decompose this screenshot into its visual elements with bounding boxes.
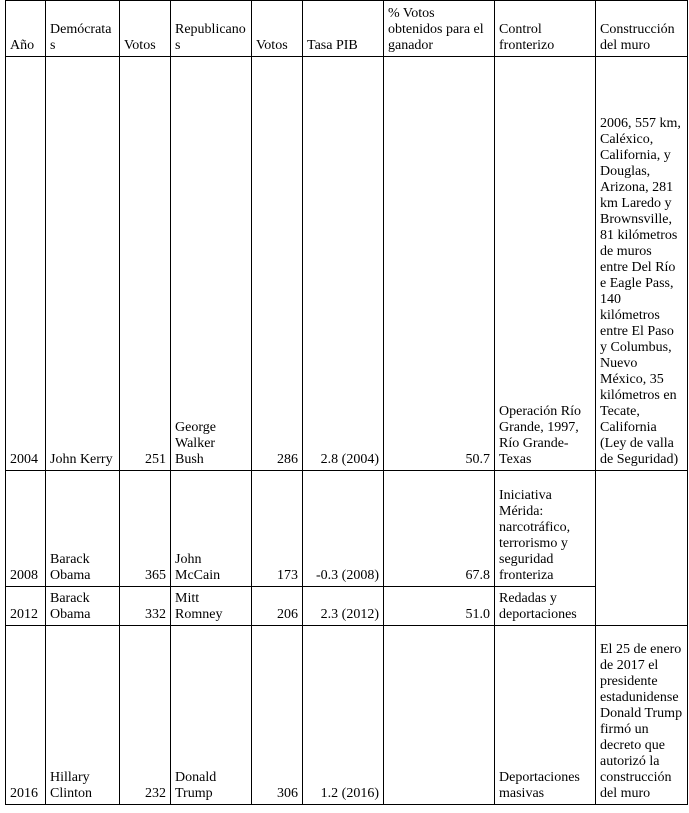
cell-wall: 2006, 557 km, Caléxico, California, y Douglas, Arizona, 281 km Laredo y Brownsville, 81 kilómetros de muros entre Del Río e Eagle Pass, 140 kilómetros entre El Paso y Columbus, Nuevo México, 35 kilómetros en Tecate, California (Ley de valla de Seguridad): [596, 57, 688, 471]
cell-gdp-rate: 2.3 (2012): [303, 587, 384, 626]
cell-democrat: Barack Obama: [46, 587, 120, 626]
header-row: [6, 1, 688, 57]
cell-border-control: Operación Río Grande, 1997, Río Grande-Texas: [495, 57, 596, 471]
header-wall: Construcción del muro: [596, 1, 688, 57]
cell-winner-pct: 50.7: [384, 57, 495, 471]
cell-democrat: Barack Obama: [46, 471, 120, 587]
cell-gdp-rate: -0.3 (2008): [303, 471, 384, 587]
header-democrats: Demócratas: [46, 1, 120, 57]
cell-gdp-rate: 2.8 (2004): [303, 57, 384, 471]
cell-dem-votes: 365: [120, 471, 171, 587]
cell-rep-votes: 286: [252, 57, 303, 471]
cell-winner-pct: 67.8: [384, 471, 495, 587]
table-row: [6, 626, 688, 805]
cell-winner-pct: 51.0: [384, 587, 495, 626]
cell-republican: Mitt Romney: [171, 587, 252, 626]
cell-republican: George Walker Bush: [171, 57, 252, 471]
cell-year: 2012: [6, 587, 46, 626]
cell-year: 2004: [6, 57, 46, 471]
election-border-table: [5, 0, 688, 805]
cell-year: 2016: [6, 626, 46, 805]
cell-wall-empty: [596, 471, 688, 626]
cell-wall: El 25 de enero de 2017 el presidente estadunidense Donald Trump firmó un decreto que autorizó la construcción del muro: [596, 626, 688, 805]
header-year: Año: [6, 1, 46, 57]
cell-border-control: Iniciativa Mérida: narcotráfico, terrorismo y seguridad fronteriza: [495, 471, 596, 587]
cell-dem-votes: 232: [120, 626, 171, 805]
cell-democrat: John Kerry: [46, 57, 120, 471]
cell-year: 2008: [6, 471, 46, 587]
cell-dem-votes: 332: [120, 587, 171, 626]
header-dem-votes: Votos: [120, 1, 171, 57]
cell-dem-votes: 251: [120, 57, 171, 471]
cell-border-control: Redadas y deportaciones: [495, 587, 596, 626]
cell-rep-votes: 173: [252, 471, 303, 587]
header-rep-votes: Votos: [252, 1, 303, 57]
header-winner-pct: % Votos obtenidos para el ganador: [384, 1, 495, 57]
cell-republican: Donald Trump: [171, 626, 252, 805]
cell-winner-pct: [384, 626, 495, 805]
cell-republican: John McCain: [171, 471, 252, 587]
table-row: [6, 57, 688, 471]
cell-democrat: Hillary Clinton: [46, 626, 120, 805]
cell-rep-votes: 306: [252, 626, 303, 805]
election-border-table-container: [5, 0, 688, 805]
header-republicans: Republicanos: [171, 1, 252, 57]
cell-rep-votes: 206: [252, 587, 303, 626]
table-row: [6, 587, 688, 626]
cell-gdp-rate: 1.2 (2016): [303, 626, 384, 805]
table-row: [6, 471, 688, 587]
header-border-control: Control fronterizo: [495, 1, 596, 57]
header-gdp-rate: Tasa PIB: [303, 1, 384, 57]
cell-border-control: Deportaciones masivas: [495, 626, 596, 805]
